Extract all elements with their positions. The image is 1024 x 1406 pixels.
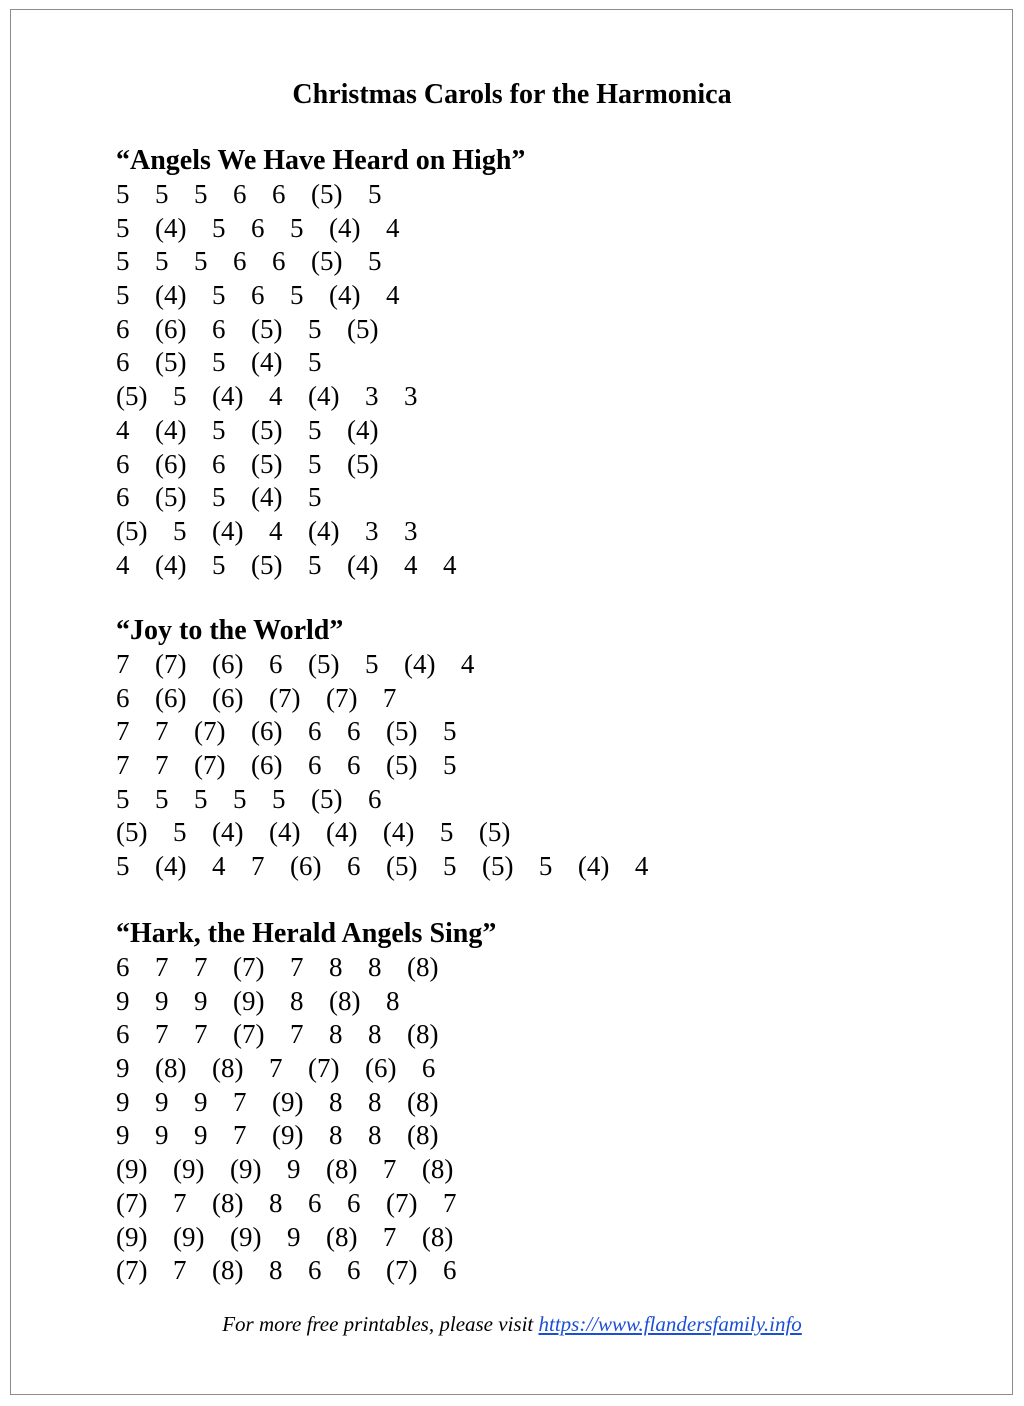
tab-line: (5) 5 (4) (4) (4) (4) 5 (5) bbox=[116, 817, 511, 848]
tab-line: 5 5 5 5 5 (5) 6 bbox=[116, 783, 382, 814]
tab-line: 9 (8) (8) 7 (7) (6) 6 bbox=[116, 1053, 436, 1084]
tab-line: 4 (4) 5 (5) 5 (4) bbox=[116, 414, 379, 445]
tab-line: 6 (6) 6 (5) 5 (5) bbox=[116, 313, 379, 344]
tab-line: 5 5 5 6 6 (5) 5 bbox=[116, 246, 382, 277]
footer-link[interactable]: https://www.flandersfamily.info bbox=[538, 1312, 802, 1336]
song-title: “Joy to the World” bbox=[116, 615, 344, 646]
tab-line: 4 (4) 5 (5) 5 (4) 4 4 bbox=[116, 549, 457, 580]
tab-line: 9 9 9 7 (9) 8 8 (8) bbox=[116, 1120, 439, 1151]
harmonica-tab bbox=[116, 178, 525, 582]
footer-text: For more free printables, please visit bbox=[222, 1312, 539, 1336]
harmonica-tab bbox=[116, 951, 496, 1288]
tab-line: (7) 7 (8) 8 6 6 (7) 7 bbox=[116, 1187, 457, 1218]
song-title: “Hark, the Herald Angels Sing” bbox=[116, 918, 497, 949]
tab-line: 6 7 7 (7) 7 8 8 (8) bbox=[116, 952, 439, 982]
tab-line: 6 (6) (6) (7) (7) 7 bbox=[116, 682, 397, 713]
tab-line: (7) 7 (8) 8 6 6 (7) 6 bbox=[116, 1255, 457, 1286]
tab-line: 6 (5) 5 (4) 5 bbox=[116, 347, 322, 378]
tab-line: 5 (4) 5 6 5 (4) 4 bbox=[116, 212, 400, 243]
harmonica-tab bbox=[116, 648, 648, 884]
song-hark-the-herald-angels-sing bbox=[116, 917, 496, 1288]
tab-line: (9) (9) (9) 9 (8) 7 (8) bbox=[116, 1154, 454, 1185]
tab-line: (5) 5 (4) 4 (4) 3 3 bbox=[116, 515, 418, 546]
tab-line: 5 5 5 6 6 (5) 5 bbox=[116, 179, 382, 209]
tab-line: 9 9 9 7 (9) 8 8 (8) bbox=[116, 1086, 439, 1117]
tab-line: 6 7 7 (7) 7 8 8 (8) bbox=[116, 1019, 439, 1050]
song-joy-to-the-world bbox=[116, 614, 648, 884]
tab-line: 7 7 (7) (6) 6 6 (5) 5 bbox=[116, 750, 457, 781]
tab-line: 5 (4) 5 6 5 (4) 4 bbox=[116, 280, 400, 311]
tab-line: (9) (9) (9) 9 (8) 7 (8) bbox=[116, 1221, 454, 1252]
tab-line: 5 (4) 4 7 (6) 6 (5) 5 (5) 5 (4) 4 bbox=[116, 851, 649, 882]
tab-line: 6 (6) 6 (5) 5 (5) bbox=[116, 448, 379, 479]
tab-line: 6 (5) 5 (4) 5 bbox=[116, 482, 322, 513]
tab-line: 7 7 (7) (6) 6 6 (5) 5 bbox=[116, 716, 457, 747]
song-angels-we-have-heard-on-high bbox=[116, 144, 525, 582]
footer bbox=[0, 1311, 1024, 1337]
tab-line: (5) 5 (4) 4 (4) 3 3 bbox=[116, 381, 418, 412]
song-title: “Angels We Have Heard on High” bbox=[116, 145, 526, 176]
tab-line: 7 (7) (6) 6 (5) 5 (4) 4 bbox=[116, 649, 475, 679]
document-title: Christmas Carols for the Harmonica bbox=[292, 79, 732, 110]
tab-line: 9 9 9 (9) 8 (8) 8 bbox=[116, 985, 400, 1016]
